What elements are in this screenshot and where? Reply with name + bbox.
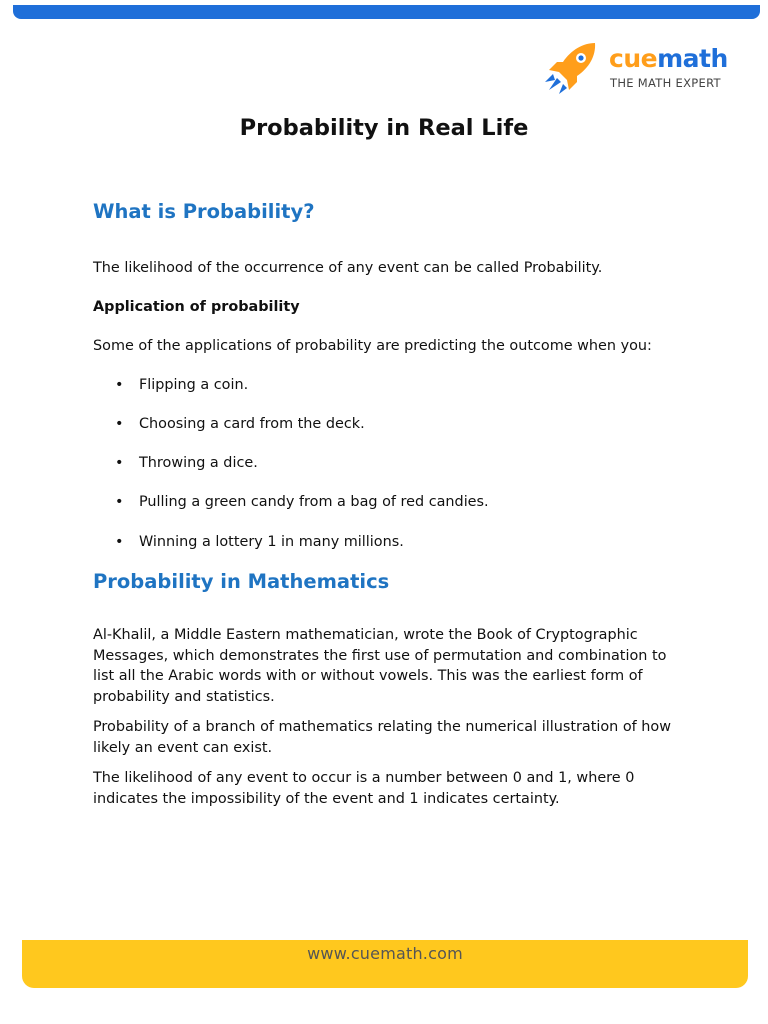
logo-cue: cue xyxy=(609,44,658,73)
rocket-icon xyxy=(543,40,601,96)
footer-bar xyxy=(22,940,748,988)
logo-math: math xyxy=(657,44,728,73)
logo-wordmark xyxy=(609,44,728,74)
definition-paragraph: Probability of a branch of mathematics relating the numerical illustration of how likely an event can exist. xyxy=(93,719,671,756)
definition-text: The likelihood of the occurrence of any event can be called Probability. xyxy=(93,260,603,276)
top-accent-bar xyxy=(13,5,760,19)
bullet-dot-icon: • xyxy=(115,494,124,510)
logo-tagline: THE MATH EXPERT xyxy=(610,76,721,90)
list-item-text: Winning a lottery 1 in many millions. xyxy=(139,534,404,550)
bullet-dot-icon: • xyxy=(115,455,124,471)
application-subheading: Application of probability xyxy=(93,299,300,315)
application-intro: Some of the applications of probability are predicting the outcome when you: xyxy=(93,338,652,354)
bullet-dot-icon: • xyxy=(115,377,124,393)
page-title: Probability in Real Life xyxy=(239,115,529,141)
list-item-text: Flipping a coin. xyxy=(139,377,249,393)
cuemath-logo[interactable] xyxy=(543,40,733,96)
footer-url-link[interactable]: www.cuemath.com xyxy=(307,944,463,963)
range-paragraph: The likelihood of any event to occur is a number between 0 and 1, where 0 indicates the impossibility of the event and 1 indicates certainty. xyxy=(93,770,635,807)
bullet-dot-icon: • xyxy=(115,534,124,550)
history-paragraph: Al-Khalil, a Middle Eastern mathematician, wrote the Book of Cryptographic Messages, which demonstrates the first use of permutation and combination to list all the Arabic words with or without vowels. This was the earliest form of probability and statistics. xyxy=(93,627,667,705)
section-heading-probability-in-mathematics: Probability in Mathematics xyxy=(93,570,390,593)
list-item-text: Pulling a green candy from a bag of red candies. xyxy=(139,494,489,510)
list-item-text: Throwing a dice. xyxy=(139,455,258,471)
section-heading-what-is-probability: What is Probability? xyxy=(93,200,315,223)
bullet-dot-icon: • xyxy=(115,416,124,432)
list-item-text: Choosing a card from the deck. xyxy=(139,416,365,432)
